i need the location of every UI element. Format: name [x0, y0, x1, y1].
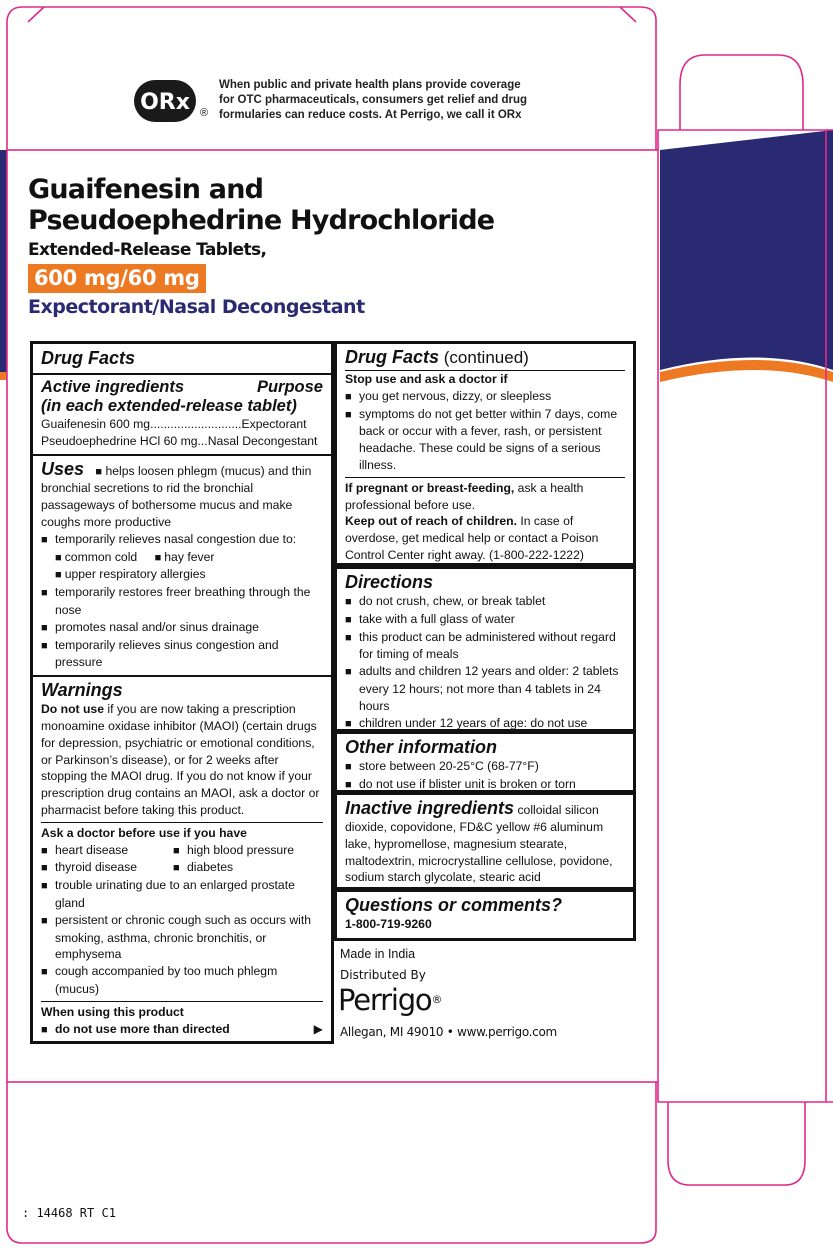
uses-heading: Uses [41, 458, 85, 479]
ingredient-name: Pseudoephedrine HCl 60 mg [41, 433, 198, 448]
do-not-use-label: Do not use [41, 702, 104, 717]
warnings-heading: Warnings [41, 680, 123, 701]
orx-message [219, 78, 539, 123]
orx-logo [134, 80, 202, 122]
stop-use-item: ■ symptoms do not get better within 7 days, come back or occur with a fever, rash, or persistent headache. These could be signs of a serious illness. [345, 406, 625, 474]
stop-use-heading: Stop use and ask a doctor if [345, 370, 625, 388]
do-not-use-text: if you are now taking a prescription monoamine oxidase inhibitor (MAOI) (certain drugs for depression, psychiatric or emotional conditions, or Parkinson’s disease), or for 2 weeks after stopping the MAOI drug. If you do not know if your prescription drug contains an MAOI, ask a doctor or pharmacist before taking this product. [41, 702, 320, 817]
directions-item: ■ this product can be administered without regard for timing of meals [345, 629, 625, 664]
continued-suffix: (continued) [439, 348, 529, 367]
inactive-ingredients-panel [334, 792, 636, 890]
navy-side-panel-left [0, 150, 7, 372]
product-title-line2: Pseudoephedrine Hydrochloride [28, 205, 495, 236]
ingredient-purpose: Expectorant [241, 417, 307, 431]
drug-facts-left-panel [30, 341, 334, 1044]
stop-use-item: ■ you get nervous, dizzy, or sleepless [345, 388, 625, 406]
bullet-icon: ■ [55, 569, 65, 582]
directions-item: ■ take with a full glass of water [345, 611, 625, 629]
orx-registered-mark: ® [200, 107, 209, 119]
continue-arrow-icon: ▶ [313, 1021, 323, 1036]
inactive-ingredients-text: colloidal silicon dioxide, copovidone, FD&C yellow #6 aluminum lake, hypromellose, magnesium stearate, maltodextrin, microcrystalline cellulose, povidone, sodium starch glycolate, stearic acid [345, 803, 613, 885]
drug-facts-continued-title: Drug Facts [345, 347, 440, 367]
strength-badge: 600 mg/60 mg [28, 264, 206, 293]
uses-item: helps loosen phlegm (mucus) and thin bronchial secretions to rid the bronchial passageways of bothersome mucus and make coughs more productive [41, 463, 312, 529]
uses-item: ■ temporarily restores freer breathing through the nose [41, 584, 323, 619]
active-ingredients-heading: Active ingredients [41, 378, 185, 396]
bullet-icon: ■ [154, 551, 165, 564]
keep-out-text: In case of overdose, get medical help or contact a Poison Control Center right away. (1-800-222-1222) [345, 514, 599, 562]
product-title-line1: Guaifenesin and [28, 174, 264, 205]
ask-doctor-item: ■ persistent or chronic cough such as occurs with smoking, asthma, chronic bronchitis, or emphysema [41, 912, 323, 963]
ask-doctor-item: ■ diabetes [173, 859, 233, 877]
ask-doctor-item: ■ thyroid disease [41, 859, 173, 877]
product-title [28, 174, 494, 236]
made-in: Made in India [340, 947, 416, 961]
ingredient-name: Guaifenesin 600 mg [41, 417, 151, 431]
product-category: Expectorant/Nasal Decongestant [28, 296, 365, 318]
ask-doctor-item: ■ cough accompanied by too much phlegm (mucus) [41, 963, 323, 998]
perrigo-logo [338, 983, 441, 1017]
questions-phone: 1-800-719-9260 [345, 917, 432, 931]
ask-doctor-heading: Ask a doctor before use if you have [41, 825, 247, 840]
navy-side-panel [660, 130, 833, 370]
ask-doctor-item: ■ heart disease [41, 842, 173, 860]
bullet-icon: ■ [55, 551, 65, 564]
item-code: : 14468 RT C1 [22, 1206, 116, 1220]
orx-message-line: for OTC pharmaceuticals, consumers get relief and drug [219, 94, 528, 106]
ask-doctor-item: ■ trouble urinating due to an enlarged prostate gland [41, 877, 323, 912]
ingredient-dots: ........................... [150, 417, 242, 431]
purpose-heading: Purpose [256, 378, 323, 396]
drug-facts-title: Drug Facts [41, 348, 136, 368]
other-information-heading: Other information [345, 737, 497, 757]
other-information-item: ■ do not use if blister unit is broken or torn [345, 776, 625, 794]
uses-item: ■ promotes nasal and/or sinus drainage [41, 619, 323, 637]
directions-heading: Directions [345, 572, 434, 592]
ask-doctor-item: ■ high blood pressure [173, 842, 294, 860]
directions-item: ■ adults and children 12 years and older: 2 tablets every 12 hours; not more than 4 tablets in 24 hours [345, 663, 625, 714]
product-subtitle: Extended-Release Tablets, [28, 240, 267, 260]
uses-subitem: common cold [64, 549, 138, 564]
bullet-icon: ■ [95, 465, 103, 478]
ingredient-purpose: Nasal Decongestant [207, 433, 318, 448]
pregnant-label: If pregnant or breast-feeding, [345, 480, 515, 495]
questions-heading: Questions or comments? [345, 895, 563, 915]
keep-out-label: Keep out of reach of children. [345, 514, 517, 529]
perrigo-logo-text: Perrigo [338, 983, 432, 1017]
ingredient-dots: ... [197, 433, 208, 448]
other-information-panel [334, 731, 636, 793]
questions-panel [334, 889, 636, 941]
directions-item: ■ children under 12 years of age: do not use [345, 715, 625, 733]
uses-subitem: upper respiratory allergies [64, 567, 206, 582]
drug-facts-continued-panel [334, 341, 636, 566]
uses-section [33, 456, 331, 678]
uses-item: ■ temporarily relieves sinus congestion and pressure [41, 637, 323, 672]
active-ingredient-row [41, 433, 323, 450]
orx-logo-text: ORx [140, 90, 190, 115]
uses-item: ■ temporarily relieves nasal congestion due to: [41, 531, 323, 549]
pregnant-text: ask a health professional before use. [345, 480, 584, 512]
drug-facts-title-section [33, 344, 331, 375]
distributor-address: Allegan, MI 49010 • www.perrigo.com [340, 1025, 557, 1039]
distributed-by: Distributed By [340, 968, 426, 982]
warnings-section [33, 677, 331, 1042]
when-using-heading: When using this product [41, 1004, 184, 1019]
active-ingredients-subheading: (in each extended-release tablet) [41, 397, 297, 415]
active-ingredients-section [33, 375, 331, 456]
other-information-item: ■ store between 20-25°C (68-77°F) [345, 758, 625, 776]
orx-message-line: When public and private health plans provide coverage [219, 79, 521, 91]
orx-message-line: formularies can reduce costs. At Perrigo, we call it ORx [219, 109, 522, 121]
uses-subitem: hay fever [164, 549, 215, 564]
when-using-item: ■ do not use more than directed [41, 1021, 230, 1039]
perrigo-registered-mark: ® [431, 993, 442, 1006]
inactive-ingredients-heading: Inactive ingredients [345, 798, 515, 818]
active-ingredient-row [41, 416, 323, 433]
directions-panel [334, 566, 636, 732]
directions-item: ■ do not crush, chew, or break tablet [345, 593, 625, 611]
